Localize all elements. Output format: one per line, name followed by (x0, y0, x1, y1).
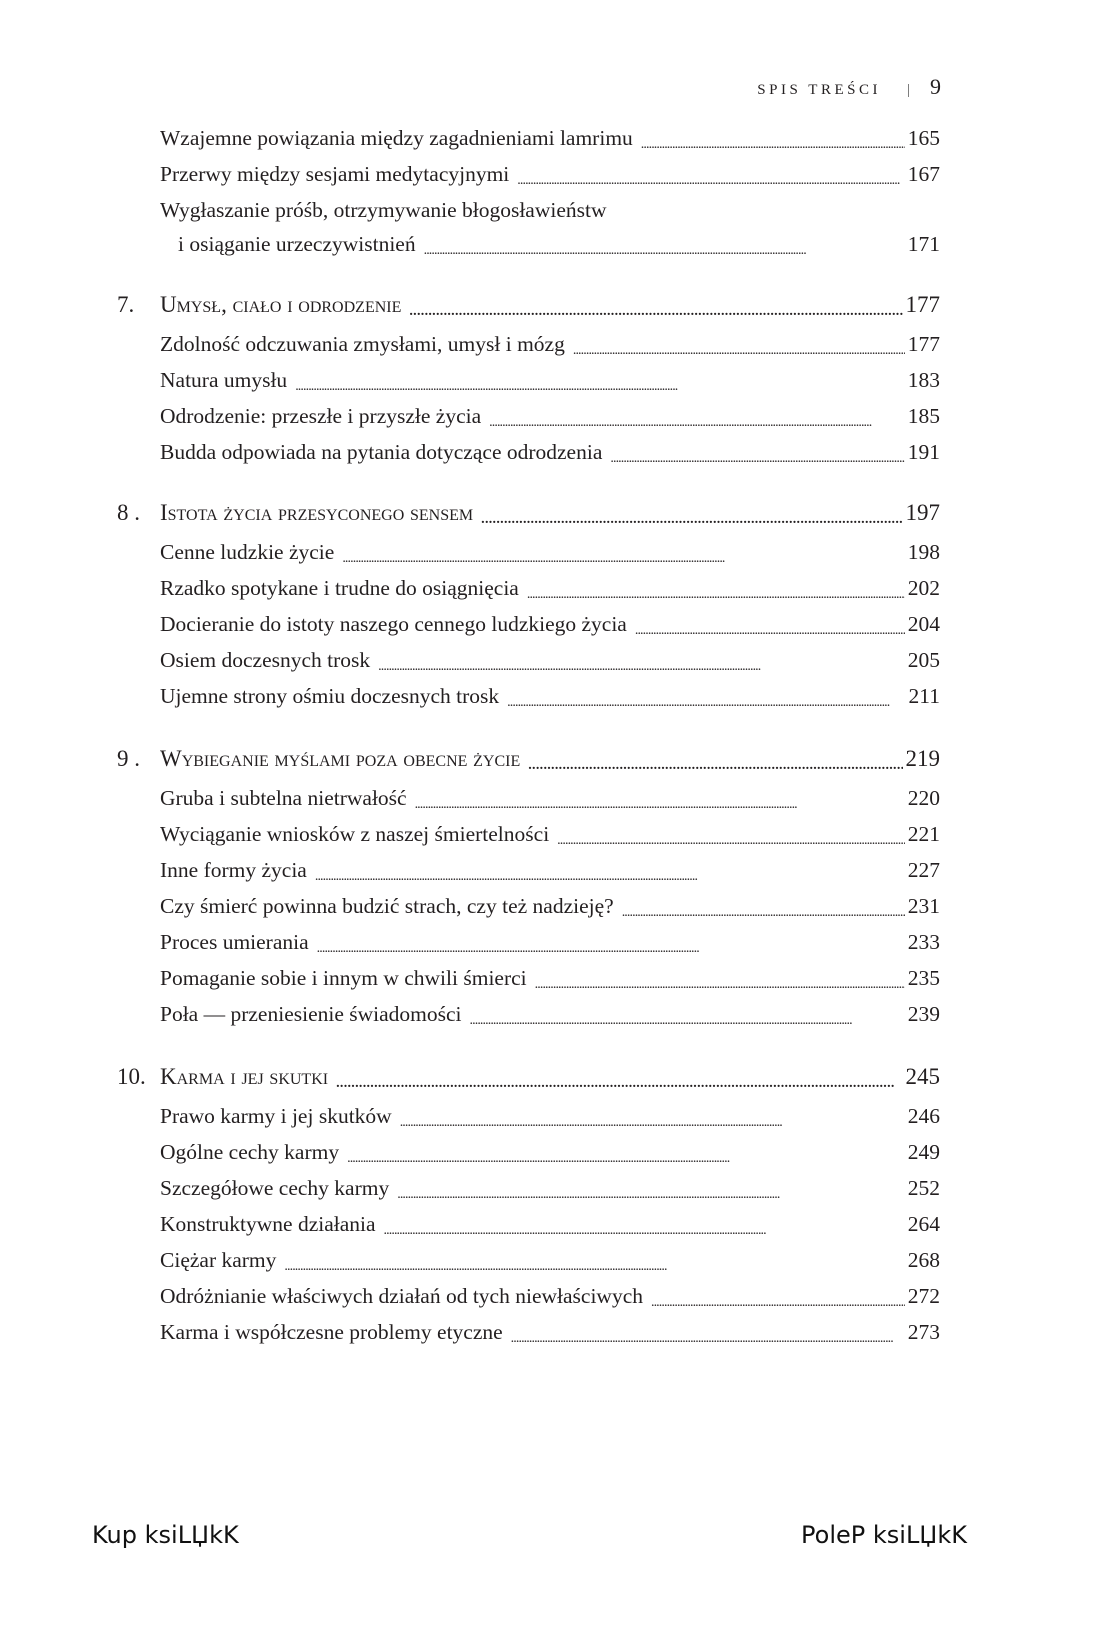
running-head (757, 74, 941, 100)
toc-entry-title: Wyciąganie wniosków z naszej śmiertelności (160, 822, 550, 846)
toc-entry-title: Budda odpowiada na pytania dotyczące odrodzenia (160, 440, 603, 464)
dot-leader (635, 624, 905, 646)
dot-leader (489, 416, 905, 438)
toc-entry-page: 202 (907, 576, 940, 600)
dot-leader (424, 244, 905, 266)
toc-entry-page: 233 (907, 930, 940, 954)
dot-leader (384, 1224, 905, 1246)
dot-leader (528, 759, 902, 782)
dot-leader (284, 1260, 904, 1282)
toc-entry-page: 211 (908, 684, 940, 708)
toc-entry-page: 171 (907, 232, 940, 256)
dot-leader (557, 834, 905, 856)
toc-entry-title: Szczegółowe cechy karmy (160, 1176, 390, 1200)
dot-leader (378, 660, 905, 682)
dot-leader (573, 344, 905, 366)
dot-leader (342, 552, 904, 574)
dot-leader (527, 588, 905, 610)
chapter-number: 7. (117, 292, 135, 317)
dot-leader (481, 513, 902, 536)
chapter-title: Istota życia przesyconego sensem (160, 500, 474, 525)
dot-leader (622, 906, 905, 928)
toc-entry-page: 185 (907, 404, 940, 428)
toc-entry-title: Proces umierania (160, 930, 309, 954)
running-head-title: SPIS TREŚCI (757, 82, 881, 98)
dot-leader (415, 798, 905, 820)
toc-entry-title: Ciężar karmy (160, 1248, 277, 1272)
toc-entry-page: 205 (907, 648, 940, 672)
toc-entry-title: Pomaganie sobie i innym w chwili śmierci (160, 966, 527, 990)
chapter-number: 8 . (117, 500, 140, 525)
toc-entry-page: 268 (907, 1248, 940, 1272)
toc-entry-title: Osiem doczesnych trosk (160, 648, 371, 672)
toc-entry-title: Cenne ludzkie życie (160, 540, 335, 564)
toc-entry-page: 246 (907, 1104, 940, 1128)
toc-entry-title-line1: Wygłaszanie próśb, otrzymywanie błogosławieństw (160, 198, 607, 222)
toc-entry-page: 198 (907, 540, 940, 564)
dot-leader (295, 380, 905, 402)
chapter-title: Wybieganie myślami poza obecne życie (160, 746, 521, 771)
dot-leader (470, 1014, 905, 1036)
toc-entry-title: Inne formy życia (160, 858, 307, 882)
toc-entry-page: 272 (907, 1284, 940, 1308)
toc-entry-title-line2: i osiąganie urzeczywistnień (178, 232, 416, 256)
dot-leader (610, 452, 904, 474)
toc-entry-page: 273 (907, 1320, 940, 1344)
toc-entry-title: Odróżnianie właściwych działań od tych niewłaściwych (160, 1284, 643, 1308)
toc-entry-page: 252 (907, 1176, 940, 1200)
page-number: 9 (930, 74, 941, 99)
toc-entry-page: 249 (907, 1140, 940, 1164)
dot-leader (347, 1152, 905, 1174)
chapter-number: 9 . (117, 746, 140, 771)
toc-entry-title: Odrodzenie: przeszłe i przyszłe życia (160, 404, 482, 428)
chapter-page: 245 (905, 1064, 940, 1089)
dot-leader (336, 1077, 902, 1100)
dot-leader (507, 696, 905, 718)
toc-entry-title: Przerwy między sesjami medytacyjnymi (160, 162, 510, 186)
toc-entry-title: Docieranie do istoty naszego cennego ludzkiego życia (160, 612, 627, 636)
toc-entry-page: 264 (907, 1212, 940, 1236)
toc-entry-page: 167 (907, 162, 940, 186)
toc-entry-page: 227 (907, 858, 940, 882)
dot-leader (315, 870, 905, 892)
toc-entry-page: 220 (907, 786, 940, 810)
toc-entry-title: Ogólne cechy karmy (160, 1140, 340, 1164)
toc-entry-page: 204 (907, 612, 940, 636)
toc-entry-title: Karma i współczesne problemy etyczne (160, 1320, 503, 1344)
chapter-title: Umysł, ciało i odrodzenie (160, 292, 402, 317)
toc-entry-title: Konstruktywne działania (160, 1212, 376, 1236)
dot-leader (317, 942, 905, 964)
dot-leader (517, 174, 904, 196)
toc-entry-title: Ujemne strony ośmiu doczesnych trosk (160, 684, 500, 708)
toc-entry-title: Zdolność odczuwania zmysłami, umysł i mózg (160, 332, 565, 356)
toc-entry-title: Wzajemne powiązania między zagadnieniami lamrimu (160, 126, 633, 150)
dot-leader (651, 1296, 905, 1318)
recommend-book-link[interactable]: PoleP ksiLЏkK (801, 1521, 967, 1549)
toc-entry-title: Gruba i subtelna nietrwałość (160, 786, 407, 810)
chapter-page: 197 (905, 500, 940, 525)
dot-leader (397, 1188, 905, 1210)
buy-book-link[interactable]: Kup ksiLЏkK (92, 1521, 239, 1549)
dot-leader (400, 1116, 905, 1138)
toc-entry-page: 165 (907, 126, 940, 150)
toc-entry-page: 177 (907, 332, 940, 356)
toc-entry-title: Czy śmierć powinna budzić strach, czy też nadzieję? (160, 894, 614, 918)
dot-leader (641, 138, 905, 160)
running-head-separator: | (906, 82, 910, 98)
toc-entry-title: Rzadko spotykane i trudne do osiągnięcia (160, 576, 519, 600)
toc-entry-page: 191 (907, 440, 940, 464)
toc-entry-page: 221 (907, 822, 940, 846)
toc-entry-title: Natura umysłu (160, 368, 288, 392)
toc-entry-title: Prawo karmy i jej skutków (160, 1104, 392, 1128)
dot-leader (511, 1332, 905, 1354)
dot-leader (409, 305, 902, 328)
chapter-number: 10. (117, 1064, 146, 1089)
chapter-page: 177 (905, 292, 940, 317)
dot-leader (535, 978, 905, 1000)
toc-entry-page: 239 (907, 1002, 940, 1026)
toc-entry-page: 183 (907, 368, 940, 392)
toc-entry-page: 235 (907, 966, 940, 990)
toc-entry-title: Poła — przeniesienie świadomości (160, 1002, 462, 1026)
chapter-page: 219 (905, 746, 940, 771)
chapter-title: Karma i jej skutki (160, 1064, 329, 1089)
toc-entry-page: 231 (907, 894, 940, 918)
